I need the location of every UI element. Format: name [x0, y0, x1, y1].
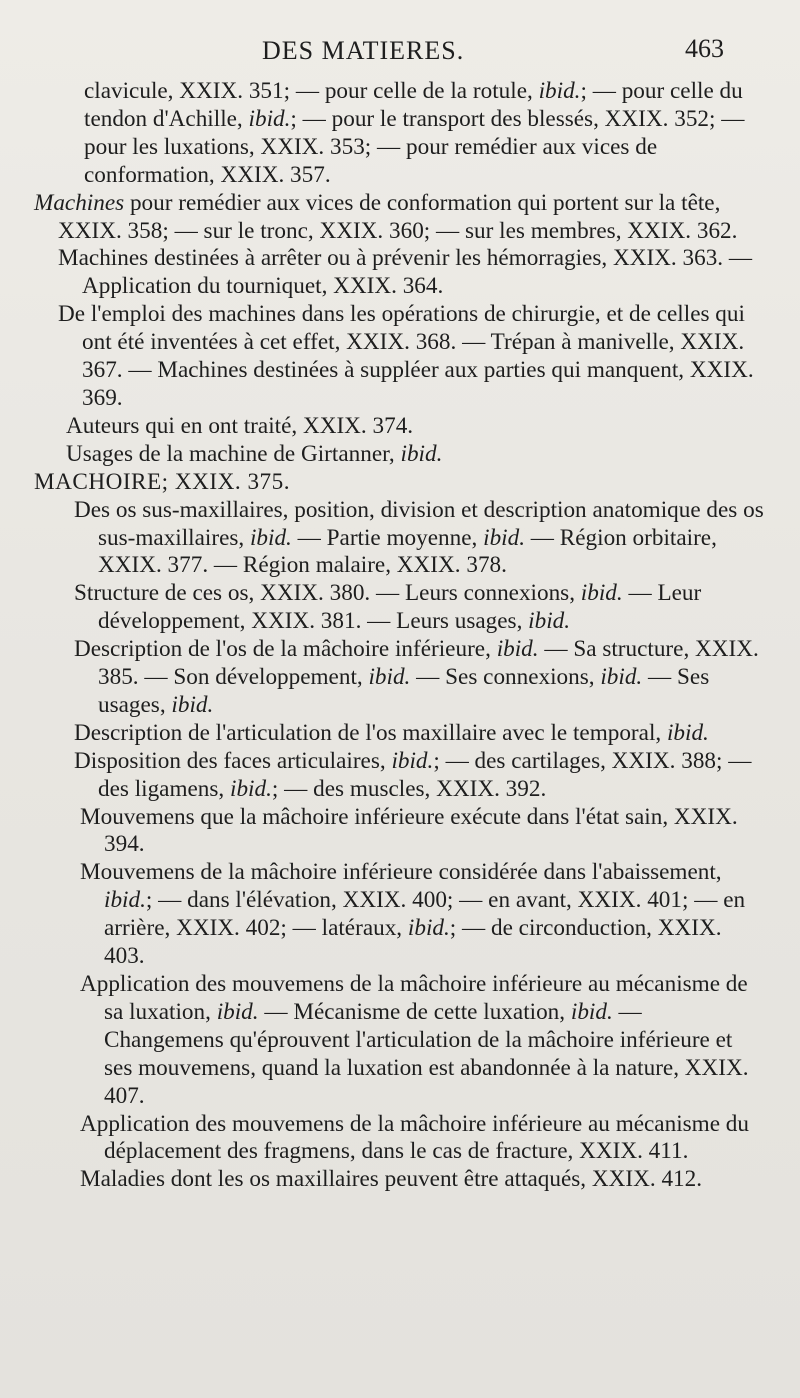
- entry-italic-text: ibid.: [528, 608, 571, 635]
- index-entry: [34, 469, 764, 497]
- entry-italic-text: ibid.: [407, 915, 450, 942]
- entry-text: Application des mouvemens de la mâchoire inférieure au mécanisme du déplacement des fragmens, dans le cas de fracture, XXIX. 411.: [80, 1110, 749, 1165]
- entry-italic-text: ibid.: [248, 105, 291, 132]
- entry-text: — Leur développement, XXIX. 381. — Leurs usages,: [98, 580, 702, 635]
- index-entry: [80, 804, 764, 860]
- index-entry: [80, 859, 764, 971]
- entry-italic-text: ibid.: [496, 636, 539, 663]
- entry-italic-text: ibid.: [230, 775, 272, 802]
- index-entry: [74, 748, 764, 804]
- entry-text: ; — des cartilages, XXIX. 388; — des ligamens,: [98, 747, 752, 802]
- entry-text: ; — dans l'élévation, XXIX. 400; — en avant, XXIX. 401; — en arrière, XXIX. 402; — latéraux,: [104, 887, 746, 942]
- entry-text: MACHOIRE; XXIX. 375.: [34, 468, 291, 495]
- entry-text: — Mécanisme de cette luxation,: [258, 998, 571, 1025]
- entry-italic-text: ibid.: [580, 580, 623, 607]
- entry-italic-text: ibid.: [538, 78, 581, 104]
- index-entry: [34, 190, 764, 246]
- running-title: DES MATIERES.: [262, 36, 465, 65]
- entry-text: — Ses usages,: [98, 664, 710, 718]
- index-entry: [58, 301, 764, 413]
- index-entry: [66, 413, 764, 441]
- entry-text: Machines destinées à arrêter ou à prévenir les hémorragies, XXIX. 363. — Application du tourniquet, XXIX. 364.: [58, 245, 753, 300]
- index-entry: [74, 636, 764, 720]
- entry-text: Des os sus-maxillaires, position, division et description anatomique des os sus-maxillaires,: [74, 496, 764, 551]
- entry-text: Mouvemens que la mâchoire inférieure exécute dans l'état sain, XXIX. 394.: [80, 803, 738, 858]
- index-entry: [74, 720, 764, 748]
- index-entries: [34, 78, 764, 1194]
- entry-text: — Sa structure, XXIX. 385. — Son développement,: [98, 636, 759, 691]
- running-head: [0, 30, 800, 70]
- entry-text: pour remédier aux vices de conformation qui portent sur la tête, XXIX. 358; — sur le tronc, XXIX. 360; — sur les membres, XXIX. 362.: [58, 189, 738, 244]
- entry-text: clavicule, XXIX. 351; — pour celle de la rotule,: [84, 78, 539, 104]
- index-entry: [74, 580, 764, 636]
- entry-italic-text: ibid.: [400, 440, 443, 467]
- index-entry: [80, 971, 764, 1111]
- entry-italic-text: ibid.: [216, 998, 259, 1025]
- entry-italic-text: ibid.: [570, 998, 613, 1025]
- entry-text: ; — pour le transport des blessés, XXIX. 352; — pour les luxations, XXIX. 353; — pour remédier aux vices de conformation, XXIX. 357.: [84, 105, 745, 188]
- entry-text: Mouvemens de la mâchoire inférieure considérée dans l'abaissement,: [80, 859, 722, 886]
- entry-text: — Changemens qu'éprouvent l'articulation de la mâchoire inférieure et ses mouvemens, quand la luxation est abandonnée à la nature, XXIX. 407.: [104, 998, 749, 1109]
- entry-italic-text: ibid.: [483, 524, 525, 551]
- index-entry: [66, 441, 764, 469]
- entry-text: Description de l'os de la mâchoire inférieure,: [74, 636, 497, 663]
- entry-text: Description de l'articulation de l'os maxillaire avec le temporal,: [74, 719, 667, 746]
- entry-text: De l'emploi des machines dans les opérations de chirurgie, et de celles qui ont été inventées à cet effet, XXIX. 368. — Trépan à manivelle, XXIX. 367. — Machines destinées à suppléer aux parties qui manquent, XXIX. 369.: [58, 301, 754, 411]
- entry-italic-text: Machines: [34, 189, 125, 216]
- page-number: 463: [685, 34, 724, 63]
- entry-text: Disposition des faces articulaires,: [74, 747, 392, 774]
- entry-italic-text: ibid.: [171, 691, 214, 718]
- entry-italic-text: ibid.: [104, 887, 146, 914]
- index-entry: [80, 1111, 764, 1167]
- entry-italic-text: ibid.: [249, 524, 292, 551]
- entry-text: — Ses connexions,: [410, 664, 601, 691]
- index-entry: [74, 497, 764, 581]
- entry-text: — Région orbitaire, XXIX. 377. — Région malaire, XXIX. 378.: [98, 524, 717, 579]
- entry-italic-text: ibid.: [600, 664, 643, 691]
- index-entry: [80, 1166, 764, 1194]
- entry-italic-text: ibid.: [391, 747, 434, 774]
- entry-text: Maladies dont les os maxillaires peuvent être attaqués, XXIX. 412.: [80, 1166, 703, 1193]
- index-entry: [58, 245, 764, 301]
- entry-text: ; — pour celle du tendon d'Achille,: [84, 78, 743, 132]
- entry-italic-text: ibid.: [666, 719, 709, 746]
- entry-text: ; — des muscles, XXIX. 392.: [271, 775, 547, 802]
- entry-text: Usages de la machine de Girtanner,: [66, 440, 401, 467]
- entry-text: Structure de ces os, XXIX. 380. — Leurs connexions,: [74, 580, 581, 607]
- entry-text: Auteurs qui en ont traité, XXIX. 374.: [66, 412, 414, 439]
- entry-text: Application des mouvemens de la mâchoire inférieure au mécanisme de sa luxation,: [80, 971, 748, 1025]
- entry-text: ; — de circonduction, XXIX. 403.: [104, 915, 722, 970]
- index-entry: [34, 78, 764, 190]
- entry-italic-text: ibid.: [368, 664, 411, 691]
- entry-text: — Partie moyenne,: [291, 524, 484, 551]
